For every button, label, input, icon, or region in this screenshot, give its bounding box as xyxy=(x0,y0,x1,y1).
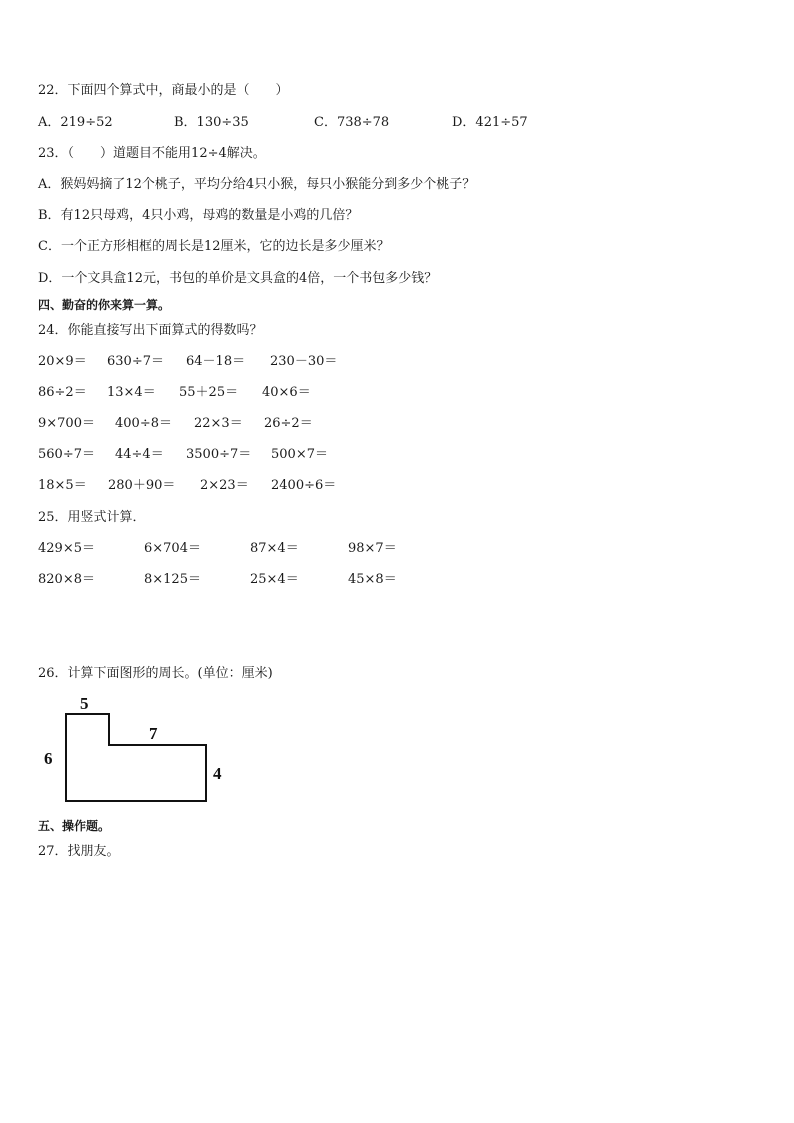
q25-expression: 820×8＝ xyxy=(38,572,95,587)
q25-expression: 98×7＝ xyxy=(348,541,397,556)
label-left: 6 xyxy=(44,749,53,768)
q22-stem: 22．下面四个算式中，商最小的是（ ） xyxy=(38,83,289,98)
q26-stem: 26．计算下面图形的周长。(单位：厘米) xyxy=(38,666,273,681)
q24-expression: 400÷8＝ xyxy=(115,416,172,431)
q23-option-c: C．一个正方形相框的周长是12厘米，它的边长是多少厘米？ xyxy=(38,239,390,254)
q24-expression: 26÷2＝ xyxy=(264,416,313,431)
q24-expression: 9×700＝ xyxy=(38,416,95,431)
q25-expression: 8×125＝ xyxy=(144,572,201,587)
q24-expression: 22×3＝ xyxy=(194,416,243,431)
q23-option-b: B．有12只母鸡，4只小鸡，母鸡的数量是小鸡的几倍？ xyxy=(38,208,359,223)
q25-expression: 25×4＝ xyxy=(250,572,299,587)
q24-expression: 630÷7＝ xyxy=(107,354,164,369)
q24-expression: 280＋90＝ xyxy=(108,478,176,493)
section-5-heading: 五、操作题。 xyxy=(38,819,111,833)
q25-expression: 429×5＝ xyxy=(38,541,95,556)
label-top: 5 xyxy=(80,694,89,713)
q24-expression: 86÷2＝ xyxy=(38,385,87,400)
q25-expression: 6×704＝ xyxy=(144,541,201,556)
q24-expression: 44÷4＝ xyxy=(115,447,164,462)
q22-option-b: B．130÷35 xyxy=(174,115,249,130)
q24-expression: 18×5＝ xyxy=(38,478,87,493)
q24-expression: 3500÷7＝ xyxy=(186,447,252,462)
q22-option-c: C．738÷78 xyxy=(314,115,390,130)
q24-expression: 230－30＝ xyxy=(270,354,338,369)
q22-option-a: A．219÷52 xyxy=(38,115,113,130)
l-shape-figure xyxy=(30,690,240,810)
q24-expression: 500×7＝ xyxy=(271,447,328,462)
q24-expression: 560÷7＝ xyxy=(38,447,95,462)
section-4-heading: 四、勤奋的你来算一算。 xyxy=(38,298,171,312)
q25-stem: 25．用竖式计算． xyxy=(38,510,146,525)
q24-expression: 2400÷6＝ xyxy=(271,478,337,493)
q23-option-d: D．一个文具盒12元，书包的单价是文具盒的4倍，一个书包多少钱？ xyxy=(38,271,438,286)
label-middle: 7 xyxy=(149,724,158,743)
q23-stem: 23．（ ）道题目不能用12÷4解决。 xyxy=(38,146,266,161)
q25-expression: 87×4＝ xyxy=(250,541,299,556)
q24-expression: 55＋25＝ xyxy=(179,385,239,400)
l-shape-outline xyxy=(66,714,206,801)
q24-stem: 24．你能直接写出下面算式的得数吗？ xyxy=(38,323,263,338)
q24-expression: 20×9＝ xyxy=(38,354,87,369)
q27-stem: 27．找朋友。 xyxy=(38,844,120,859)
q24-expression: 64－18＝ xyxy=(186,354,246,369)
q24-expression: 13×4＝ xyxy=(107,385,156,400)
q25-expression: 45×8＝ xyxy=(348,572,397,587)
q24-expression: 40×6＝ xyxy=(262,385,311,400)
label-right: 4 xyxy=(213,764,222,783)
q22-option-d: D．421÷57 xyxy=(452,115,528,130)
q24-expression: 2×23＝ xyxy=(200,478,249,493)
q23-option-a: A．猴妈妈摘了12个桃子，平均分给4只小猴，每只小猴能分到多少个桃子？ xyxy=(38,177,476,192)
